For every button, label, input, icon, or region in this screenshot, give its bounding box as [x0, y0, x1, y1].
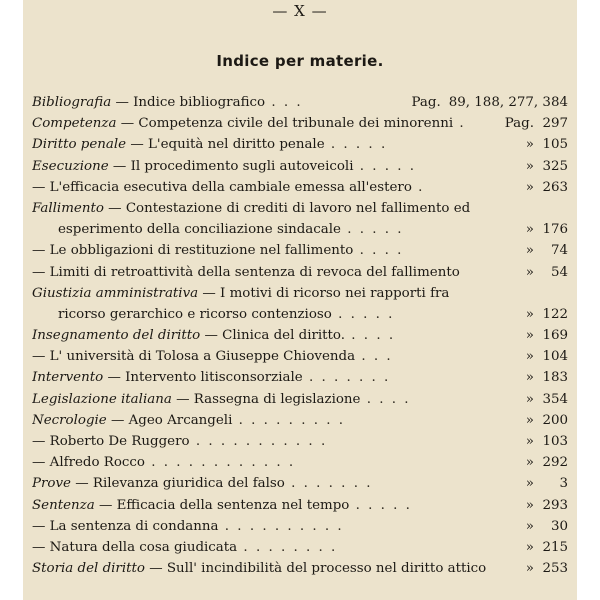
index-entry [32, 283, 568, 304]
page-prefix: » [525, 497, 534, 513]
entry-title: Intervento litisconsorziale [125, 370, 303, 386]
dot-leader: . . . . [360, 391, 411, 407]
page-prefix: » [525, 539, 534, 555]
dash-separator: — [144, 561, 167, 577]
dash-separator: — [32, 264, 50, 280]
subject-heading: Necrologie [32, 412, 107, 428]
page-reference [464, 410, 568, 431]
entry-title: Indice bibliografico [133, 95, 266, 110]
page-numbers: 104 [542, 349, 568, 365]
dot-leader: . . . . . [353, 158, 417, 174]
page-prefix: » [525, 137, 534, 153]
entry-title: I motivi di ricorso nei rapporti fra [220, 285, 450, 301]
page-prefix: » [525, 306, 534, 322]
dash-separator: — [103, 200, 126, 216]
entry-title: La sentenza di condanna [49, 518, 219, 534]
book-page [23, 0, 577, 600]
page-prefix: » [525, 434, 534, 449]
page-numbers: 3 [559, 476, 568, 492]
subject-heading: Legislazione italiana [32, 391, 172, 407]
page-prefix: » [525, 222, 534, 238]
index-entry [32, 558, 568, 579]
index-entry [32, 431, 568, 452]
dot-leader: . . . . . [349, 497, 412, 513]
page-prefix: Pag. [411, 95, 441, 110]
index-entry [32, 389, 568, 410]
dash-separator: — [32, 539, 50, 555]
dot-leader: . . . . . . . . . . . . [145, 455, 296, 471]
page-reference [371, 92, 568, 113]
dash-separator: — [116, 116, 139, 132]
page-numbers: 215 [542, 539, 568, 555]
index-entry [32, 304, 568, 325]
entry-title: Il procedimento sugli autoveicoli [130, 158, 354, 174]
dash-separator: — [106, 412, 129, 428]
page-reference [464, 304, 568, 325]
dash-separator: — [32, 243, 50, 259]
index-entry [32, 367, 568, 388]
subject-heading: Giustizia amministrativa [32, 285, 199, 301]
page-reference [464, 156, 568, 177]
entry-title: Le obbligazioni di restituzione nel fallimento [49, 243, 354, 259]
dot-leader: . . . . [353, 243, 404, 259]
page-prefix: » [525, 243, 534, 259]
page-numbers: 253 [542, 561, 568, 577]
page-reference [464, 516, 568, 537]
subject-heading: Storia del diritto [32, 561, 145, 577]
page-reference [464, 113, 568, 134]
index-entry [32, 452, 568, 473]
entry-title: L' università di Tolosa a Giuseppe Chiovenda [49, 349, 356, 365]
subject-heading: Esecuzione [32, 158, 109, 174]
page-reference [464, 262, 568, 283]
dot-leader: . . . . [345, 328, 396, 344]
entry-title: Ageo Arcangeli [128, 412, 233, 428]
entry-title: Efficacia della sentenza nel tempo [116, 497, 350, 513]
page-prefix: » [525, 370, 534, 386]
entry-title: Rilevanza giuridica del falso [92, 476, 285, 492]
page-numbers: 325 [542, 158, 568, 174]
dot-leader: . . . . . [331, 306, 395, 322]
index-entry [32, 495, 568, 516]
page-reference [464, 495, 568, 516]
dash-separator: — [200, 328, 223, 344]
page-reference [464, 219, 568, 240]
subject-heading: Bibliografia [32, 95, 112, 110]
index-entry [32, 177, 568, 198]
page-prefix: » [525, 264, 534, 280]
dash-separator: — [171, 391, 194, 407]
page-reference [464, 198, 568, 219]
index-entry [32, 198, 568, 219]
entry-title: Rassegna di legislazione [193, 391, 361, 407]
page-prefix: » [525, 412, 534, 428]
dot-leader: . . . . . . . . . . . [189, 434, 328, 449]
page-prefix: » [525, 561, 534, 577]
page-reference [464, 134, 568, 155]
page-prefix: » [525, 328, 534, 344]
dot-leader: . . . . . . . . . . [218, 518, 344, 534]
entry-title: Contestazione di crediti di lavoro nel fallimento ed [125, 200, 471, 216]
page-numbers: 263 [542, 179, 568, 195]
dot-leader: . [411, 179, 425, 195]
dash-separator: — [32, 179, 50, 195]
entry-title: Competenza civile del tribunale dei minorenni [138, 116, 454, 132]
index-entry [32, 325, 568, 346]
page-prefix: » [525, 391, 534, 407]
dot-leader: . . . . . . . . [237, 539, 338, 555]
page-reference [464, 346, 568, 367]
page-prefix: Pag. [504, 116, 534, 132]
index-entry [32, 156, 568, 177]
index-entry [32, 219, 568, 240]
dash-separator: — [126, 137, 149, 153]
dash-separator: — [111, 95, 134, 110]
subject-heading: Insegnamento del diritto [32, 328, 201, 344]
dash-separator: — [32, 518, 50, 534]
page-numbers: 183 [542, 370, 568, 386]
subject-heading: Intervento [32, 370, 104, 386]
index-entry [32, 537, 568, 558]
page-prefix: » [525, 349, 534, 365]
page-numbers: 169 [542, 328, 568, 344]
dot-leader: . . . . . . . [284, 476, 373, 492]
entry-title: Roberto De Ruggero [49, 434, 190, 449]
entry-title: L'equità nel diritto penale [148, 137, 325, 153]
dot-leader: . . . . . [340, 222, 404, 238]
dash-separator: — [32, 434, 50, 449]
dash-separator: — [198, 285, 221, 301]
page-numbers: 30 [550, 518, 568, 534]
page-reference [464, 240, 568, 261]
page-numbers: 122 [542, 306, 568, 322]
subject-heading: Sentenza [32, 497, 95, 513]
dot-leader: . . . . . . . . . [232, 412, 345, 428]
dash-separator: — [94, 497, 117, 513]
index-entry [32, 113, 568, 134]
index-entry [32, 473, 568, 494]
page-numbers: 293 [542, 497, 568, 513]
index-entry [32, 410, 568, 431]
page-reference [464, 283, 568, 304]
page-numbers: 297 [542, 116, 568, 132]
index-entry [32, 240, 568, 261]
entry-title: Clinica del diritto. [222, 328, 346, 344]
page-numbers: 103 [542, 434, 568, 449]
page-numbers: 292 [542, 455, 568, 471]
subject-heading: Diritto penale [32, 137, 127, 153]
page-reference [464, 473, 568, 494]
index-entry [32, 516, 568, 537]
dot-leader: . . . [355, 349, 393, 365]
page-reference [464, 537, 568, 558]
index-heading: Indice per materie. [216, 52, 384, 70]
page-prefix: » [525, 158, 534, 174]
page-reference [464, 431, 568, 452]
page-numbers: 354 [542, 391, 568, 407]
page-prefix: » [525, 518, 534, 534]
dash-separator: — [70, 476, 93, 492]
dot-leader: . [453, 116, 466, 132]
dash-separator: — [32, 349, 50, 365]
entry-title: Natura della cosa giudicata [49, 539, 238, 555]
subject-heading: Fallimento [32, 200, 104, 216]
page-numbers: 89, 188, 277, 384 [448, 95, 568, 110]
page-reference [464, 389, 568, 410]
entry-title: L'efficacia esecutiva della cambiale emessa all'estero [49, 179, 412, 195]
page-numbers: 176 [542, 222, 568, 238]
subject-heading: Competenza [32, 116, 117, 132]
page-numbers: 200 [542, 412, 568, 428]
dash-separator: — [32, 455, 50, 471]
dash-separator: — [108, 158, 131, 174]
page-numbers: 74 [550, 243, 568, 259]
entry-title: Sull' incindibilità del processo nel diritto attico [166, 561, 487, 577]
subject-heading: Prove [32, 476, 71, 492]
entry-title: Limiti di retroattività della sentenza di revoca del fallimento [49, 264, 460, 280]
page-prefix: » [525, 455, 534, 471]
page-numbers: 105 [542, 137, 568, 153]
index-entries [32, 92, 568, 579]
page-prefix: » [525, 179, 534, 195]
entry-title: esperimento della conciliazione sindacale [58, 222, 341, 238]
index-entry [32, 346, 568, 367]
entry-title: ricorso gerarchico e ricorso contenzioso [58, 306, 332, 322]
page-reference [464, 325, 568, 346]
page-prefix: » [525, 476, 534, 492]
page-numbers: 54 [550, 264, 568, 280]
index-entry [32, 92, 568, 113]
dot-leader: . . . [265, 95, 303, 110]
index-entry [32, 134, 568, 155]
dash-separator: — [103, 370, 126, 386]
entry-title: Alfredo Rocco [49, 455, 145, 471]
dot-leader: . . . . . . . [302, 370, 391, 386]
page-number: — X — [272, 2, 328, 20]
index-entry [32, 262, 568, 283]
page-reference [464, 177, 568, 198]
dot-leader: . . . . . [324, 137, 388, 153]
page-reference [464, 452, 568, 473]
page-reference [464, 367, 568, 388]
